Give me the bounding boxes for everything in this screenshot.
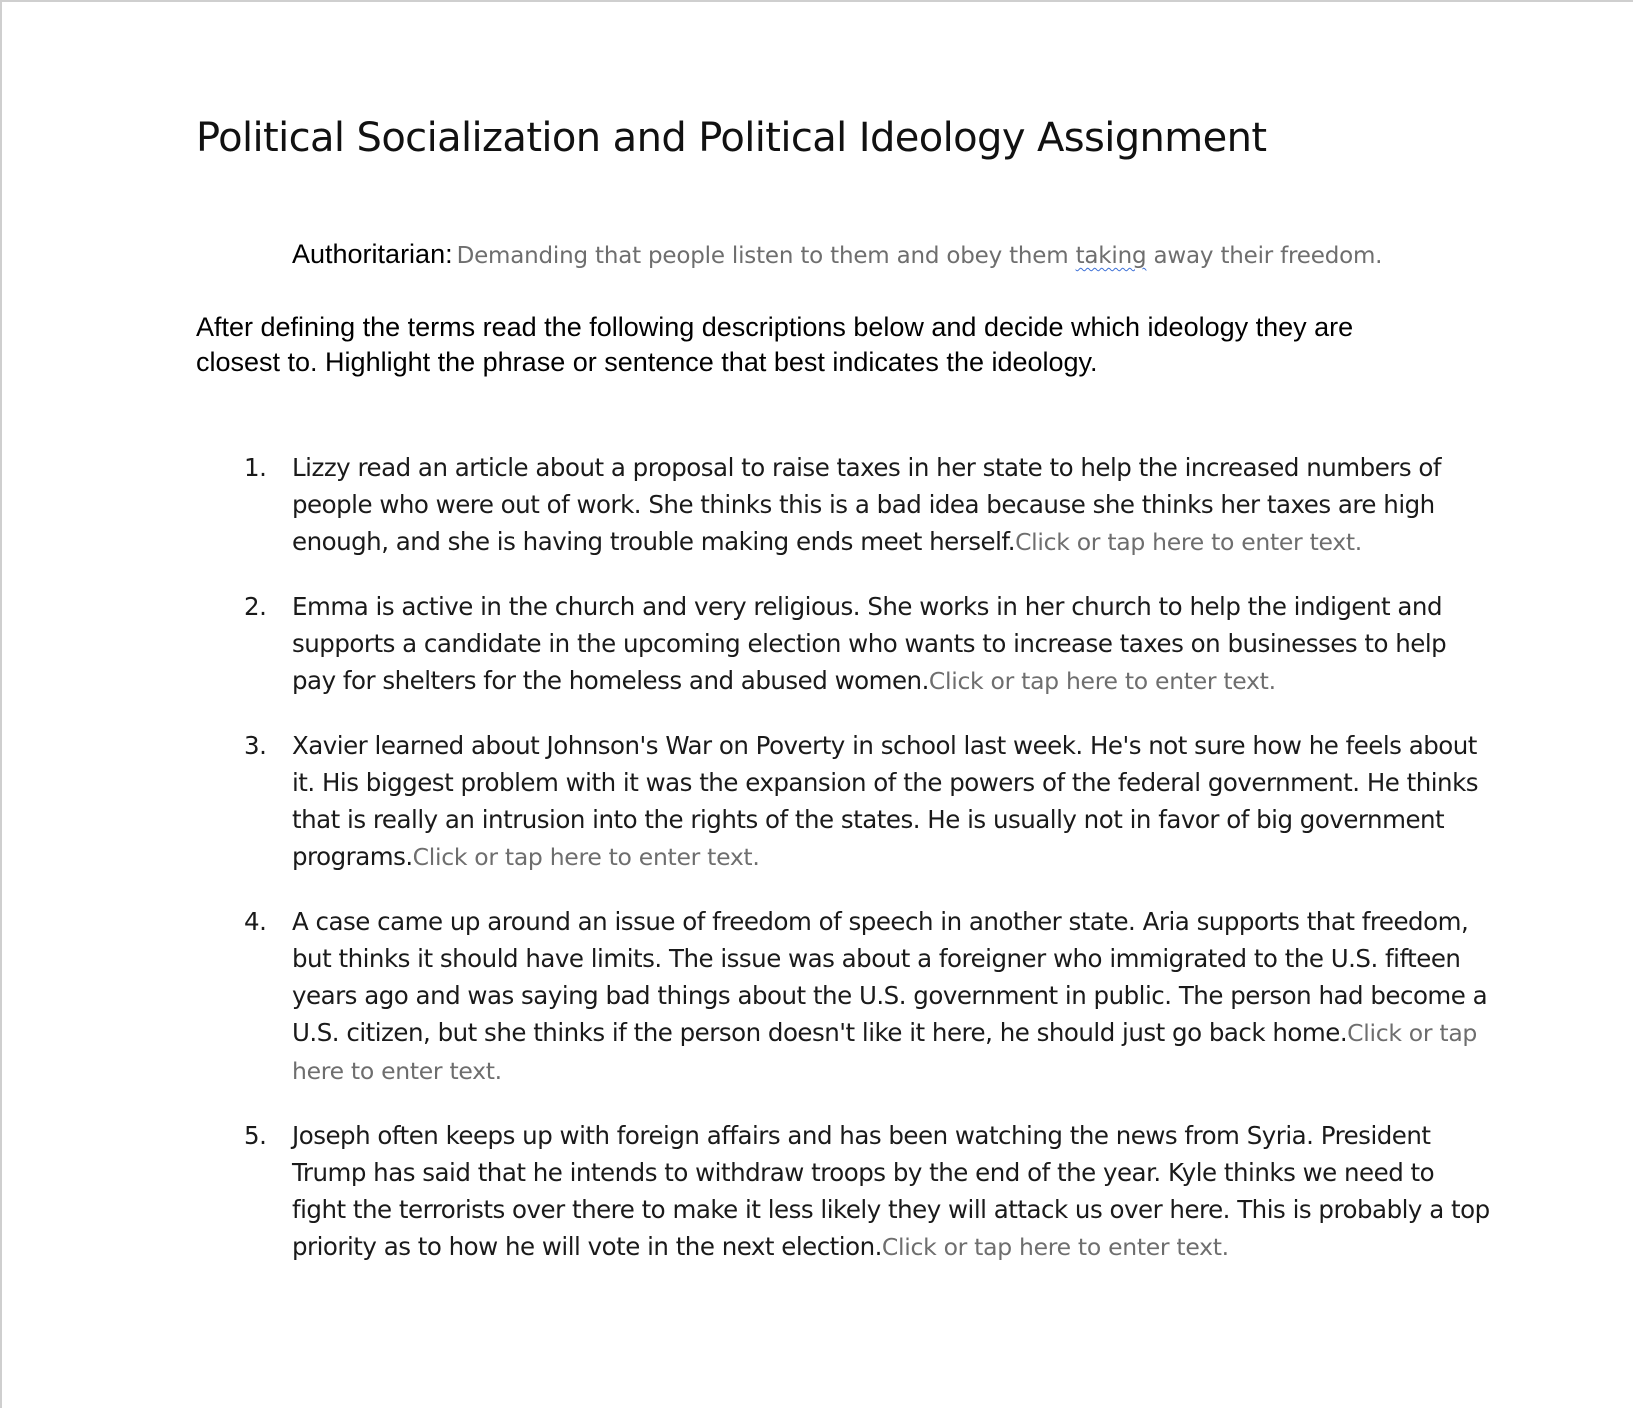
question-list <box>196 449 1490 1266</box>
answer-placeholder-field[interactable]: Click or tap here to enter text. <box>292 1019 1478 1085</box>
question-item <box>196 727 1492 876</box>
definition-answer-field[interactable] <box>457 243 1383 269</box>
definition-authoritarian <box>292 236 1466 277</box>
definition-term: Authoritarian: <box>292 239 453 269</box>
document-body <box>196 110 1490 1293</box>
answer-placeholder-field[interactable]: Click or tap here to enter text. <box>412 843 760 871</box>
question-item <box>196 1117 1492 1266</box>
definition-text-after: away their freedom. <box>1153 243 1383 269</box>
question-text: Xavier learned about Johnson's War on Poverty in school last week. He's not sure how he feels about it. His biggest problem with it was the expansion of the powers of the federal government. He thinks that is really an intrusion into the rights of the states. He is usually not in favor of big government programs. <box>292 731 1479 871</box>
question-item <box>196 449 1492 561</box>
question-text: Joseph often keeps up with foreign affairs and has been watching the news from Syria. President Trump has said that he intends to withdraw troops by the end of the year. Kyle thinks we need to fight the terrorists over there to make it less likely they will attack us over here. This is probably a top priority as to how he will vote in the next election. <box>292 1121 1490 1261</box>
definition-text-before: Demanding that people listen to them and obey them <box>456 243 1069 269</box>
question-number: 4. <box>244 907 267 936</box>
answer-placeholder-field[interactable]: Click or tap here to enter text. <box>881 1233 1229 1261</box>
question-number: 2. <box>244 592 267 621</box>
question-number: 1. <box>244 453 267 482</box>
question-number: 5. <box>244 1121 267 1150</box>
question-item <box>196 588 1492 700</box>
question-item <box>196 903 1492 1090</box>
spelling-error-word[interactable]: taking <box>1075 243 1147 269</box>
answer-placeholder-field[interactable]: Click or tap here to enter text. <box>928 667 1276 695</box>
question-text: A case came up around an issue of freedom of speech in another state. Aria supports that freedom, but thinks it should have limits. The issue was about a foreigner who immigrated to the U.S. fifteen years ago and was saying bad things about the U.S. government in public. The person had become a U.S. citizen, but she thinks if the person doesn't like it here, he should just go back home. <box>292 907 1488 1047</box>
question-text: Lizzy read an article about a proposal to raise taxes in her state to help the increased numbers of people who were out of work. She thinks this is a bad idea because she thinks her taxes are high enough, and she is having trouble making ends meet herself. <box>292 453 1442 556</box>
answer-placeholder-field[interactable]: Click or tap here to enter text. <box>1015 528 1362 556</box>
question-text: Emma is active in the church and very religious. She works in her church to help the indigent and supports a candidate in the upcoming election who wants to increase taxes on businesses to help pay for shelters for the homeless and abused women. <box>292 592 1447 695</box>
instructions: After defining the terms read the following descriptions below and decide which ideology they are closest to. Highlight the phrase or sentence that best indicates the ideology. <box>196 312 1354 377</box>
question-number: 3. <box>244 731 267 760</box>
document-title: Political Socialization and Political Ideology Assignment <box>196 115 1267 161</box>
